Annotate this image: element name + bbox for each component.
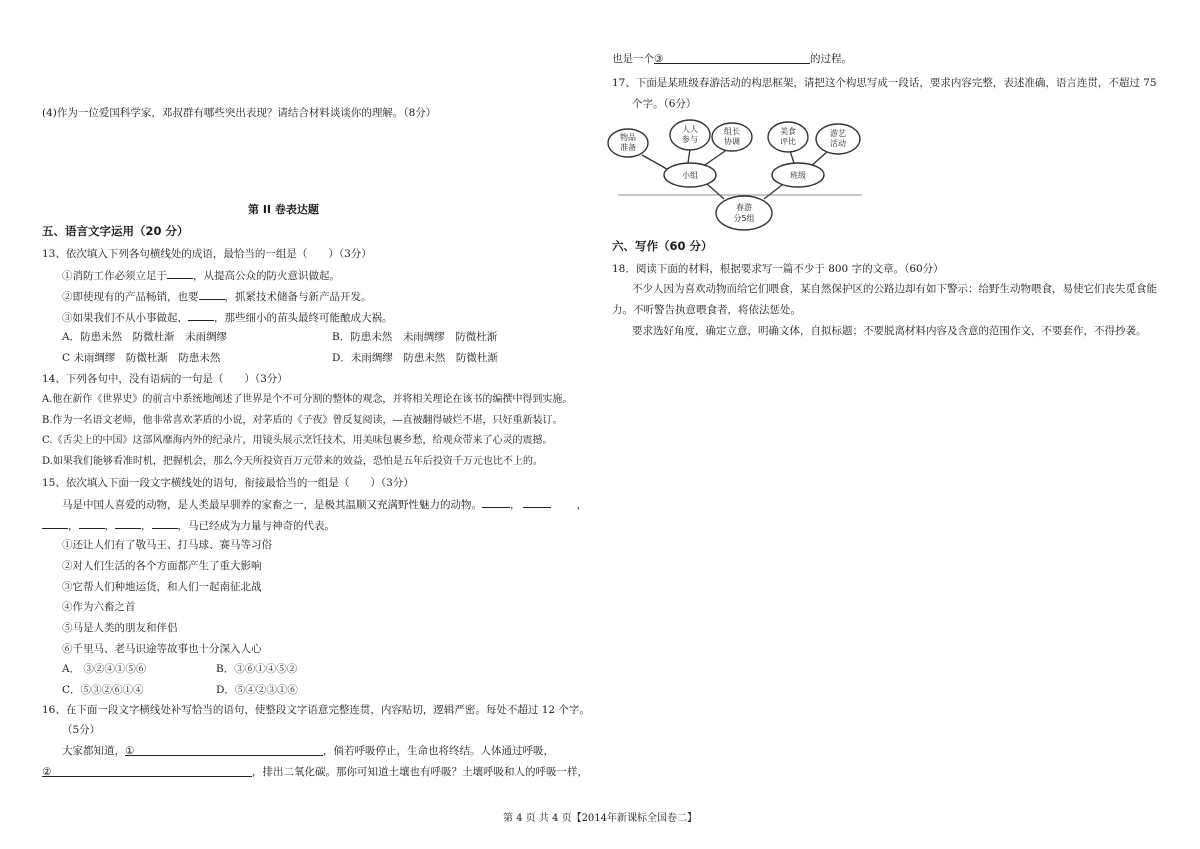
section-6-title: 六、写作（60 分） (612, 239, 713, 253)
q15-option-b[interactable]: B．③⑥①④⑤② (216, 663, 298, 675)
q15-option-a[interactable]: A． ③②④①⑤⑥ (62, 663, 147, 675)
answer-blank[interactable] (188, 309, 214, 321)
q15-item-2: ②对人们生活的各个方面都产生了重大影响 (62, 560, 262, 572)
q18-material-line-2: 力。不听警告执意喂食者，将依法惩处。 (612, 304, 801, 316)
node-food-contest-line-2: 评比 (780, 137, 796, 146)
q13-option-b[interactable]: B．防患未然 未雨绸缪 防微杜渐 (332, 331, 498, 343)
node-everyone-joins-line-2: 参与 (682, 135, 698, 144)
q16-paragraph-line-2: ② ，排出二氧化碳。那你可知道土壤也有呼吸？土壤呼吸和人的呼吸一样， (42, 766, 588, 778)
q14-stem: 14、下列各句中，没有语病的一句是（ ）（3分） (42, 373, 288, 385)
node-spring-outing-line-2: 分5组 (733, 214, 755, 223)
q18-stem: 18．阅读下面的材料，根据要求写一篇不少于 800 字的文章。（60分） (612, 263, 944, 275)
answer-blank[interactable] (79, 517, 105, 529)
answer-blank-1[interactable]: ① (125, 744, 323, 756)
q15-option-c[interactable]: C．⑤③②⑥①④ (62, 684, 144, 696)
node-spring-outing-line-1: 春游 (736, 203, 752, 212)
q15-paragraph-line-2: ， ， ， ，马已经成为力量与神奇的代表。 (42, 517, 335, 533)
q13-option-a[interactable]: A．防患未然 防微杜渐 未雨绸缪 (62, 331, 228, 343)
q13-sentence-1: ①消防工作必须立足于 ，从提高公众的防火意识做起。 (62, 267, 340, 283)
node-games-line-1: 游艺 (830, 129, 846, 138)
q14-option-c[interactable]: C.《舌尖上的中国》这部风靡海内外的纪录片，用镜头展示烹饪技术，用美味包裹乡愁，给观众带来了心灵的震撼。 (42, 435, 553, 446)
node-leader-coordinates-line-2: 协调 (724, 137, 740, 146)
q15-option-d[interactable]: D．⑤④②③①⑥ (216, 684, 298, 696)
part-2-title: 第 II 卷表达题 (248, 203, 319, 216)
q16-stem: 16、在下面一段文字横线处补写恰当的语句，使整段文字语意完整连贯，内容贴切，逻辑严密。每处不超过 12 个字。 (42, 704, 590, 716)
q15-item-4: ④作为六畜之首 (62, 601, 136, 613)
node-item-prep-line-1: 物品 (620, 133, 636, 142)
answer-blank[interactable] (167, 267, 193, 279)
q13-option-c[interactable]: C 未雨绸缪 防微杜渐 防患未然 (62, 352, 221, 364)
spring-outing-mind-map (606, 115, 876, 233)
mind-map-connector (764, 185, 782, 199)
answer-blank[interactable] (42, 517, 68, 529)
answer-blank[interactable] (482, 496, 510, 508)
mind-map-connector (706, 183, 724, 199)
node-leader-coordinates-line-1: 组长 (724, 127, 740, 136)
node-spring-outing (716, 196, 772, 230)
answer-blank[interactable] (523, 496, 551, 508)
node-games-line-2: 活动 (830, 139, 846, 148)
q16-paragraph-line-1: 大家都知道，① ，倘若呼吸停止，生命也将终结。人体通过呼吸， (62, 745, 554, 757)
answer-blank[interactable] (115, 517, 141, 529)
q15-item-6: ⑥千里马、老马识途等故事也十分深入人心 (62, 643, 262, 655)
q16-score: （5分） (62, 724, 101, 736)
q13-stem: 13、依次填入下列各句横线处的成语，最恰当的一组是（ ）（3分） (42, 248, 372, 260)
q18-material-line-1: 不少人因为喜欢动物而给它们喂食，某自然保护区的公路边却有如下警示：给野生动物喂食，易使它们丧失觅食能 (632, 283, 1157, 295)
q18-requirements: 要求选好角度，确定立意，明确文体，自拟标题；不要脱离材料内容及含意的范围作文，不要套作，不得抄袭。 (632, 325, 1147, 337)
node-everyone-joins-line-1: 人人 (682, 125, 698, 134)
q15-paragraph-line-1: 马是中国人喜爱的动物，是人类最早驯养的家畜之一，是极其温顺又充满野性魅力的动物。 ， ， (62, 496, 587, 512)
section-5-title: 五、语言文字运用（20 分） (42, 224, 189, 238)
mind-map-connector (702, 149, 728, 167)
node-item-prep-line-2: 准备 (620, 143, 636, 152)
q17-stem-line-2: 个字。（6分） (632, 98, 697, 110)
answer-blank[interactable] (199, 288, 225, 300)
question-prev-4: (4)作为一位爱国科学家，邓叔群有哪些突出表现？请结合材料谈谈你的理解。（8分） (42, 107, 437, 119)
q16-continuation: 也是一个③ 的过程。 (612, 53, 852, 65)
answer-blank[interactable] (152, 517, 178, 529)
q13-sentence-3: ③如果我们不从小事做起， ，那些细小的苗头最终可能酿成大祸。 (62, 309, 393, 325)
q14-option-d[interactable]: D.如果我们能够看准时机，把握机会，那么今天所投资百万元带来的效益，恐怕是五年后投资千万元也比不上的。 (42, 456, 543, 467)
answer-blank-2[interactable]: ② (42, 765, 252, 777)
answer-blank-3[interactable]: ③ (654, 52, 810, 64)
q13-sentence-2: ②即使现有的产品畅销，也要 ，抓紧技术储备与新产品开发。 (62, 288, 372, 304)
q15-stem: 15、依次填入下面一段文字横线处的语句，衔接最恰当的一组是（ ）（3分） (42, 477, 414, 489)
q15-item-5: ⑤马是人类的朋友和伴侣 (62, 622, 178, 634)
q14-option-b[interactable]: B.作为一名语文老师，他非常喜欢茅盾的小说，对茅盾的《子夜》曾反复阅读，—直被翻得破烂不堪，只好重新装订。 (42, 415, 563, 426)
q15-item-1: ①还让人们有了敬马王、打马球、赛马等习俗 (62, 539, 272, 551)
mind-map-connector (790, 151, 794, 163)
node-class-label: 班级 (790, 171, 806, 180)
q14-option-a[interactable]: A.他在新作《世界史》的前言中系统地阐述了世界是个不可分割的整体的观念，并将相关理论在该书的编撰中得到实施。 (42, 394, 573, 405)
q15-item-3: ③它帮人们种地运货，和人们一起南征北战 (62, 581, 262, 593)
node-food-contest-line-1: 美食 (780, 127, 796, 136)
mind-map-connector (688, 149, 690, 163)
q13-option-d[interactable]: D．未雨绸缪 防患未然 防微杜渐 (332, 352, 498, 364)
node-small-group-label: 小组 (682, 171, 698, 180)
page-footer: 第 4 页 共 4 页【2014年新课标全国卷二】 (502, 813, 698, 824)
q17-stem-line-1: 17、下面是某班级春游活动的构思框架，请把这个构思写成一段话，要求内容完整，表述准确，语言连贯，不超过 75 (612, 77, 1157, 89)
